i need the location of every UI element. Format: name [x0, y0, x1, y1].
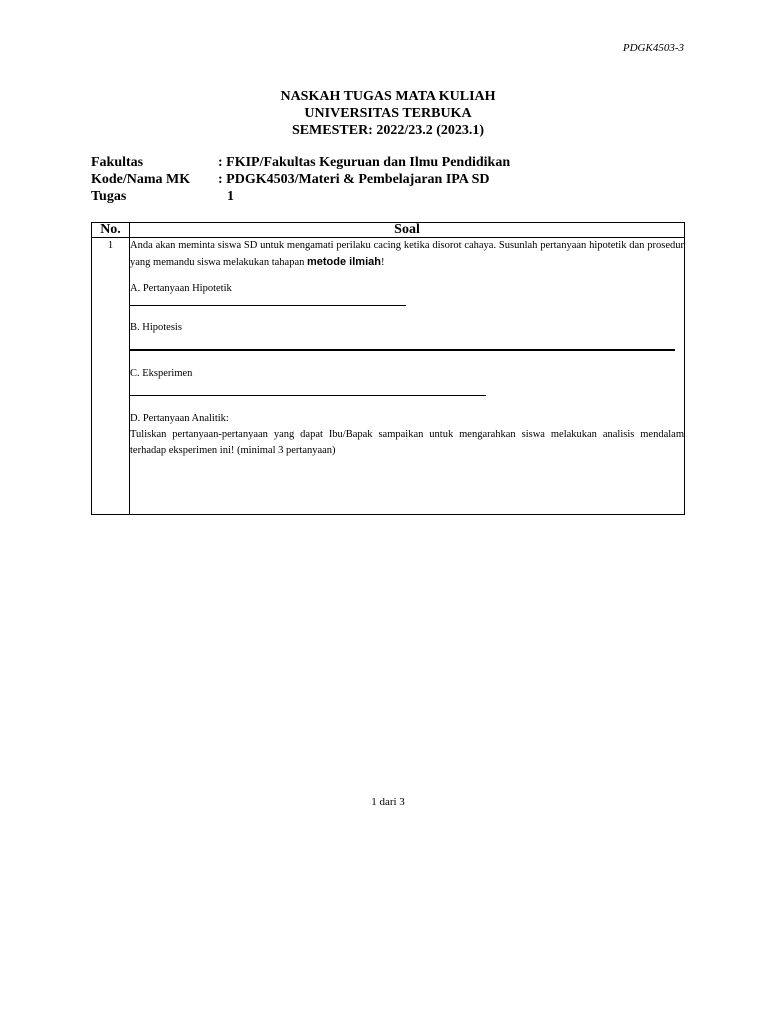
- kode-row: [91, 171, 510, 188]
- document-code: PDGK4503-3: [622, 42, 684, 54]
- section-b-label: B. Hipotesis: [130, 322, 182, 333]
- page-number: 1 dari 3: [371, 796, 405, 808]
- answer-line-a: [130, 305, 406, 306]
- intro-emphasis: metode ilmiah: [307, 256, 381, 268]
- fakultas-row: [91, 154, 510, 171]
- answer-line-b: [130, 349, 675, 351]
- answer-line-c: [130, 395, 486, 396]
- course-info: [91, 154, 510, 205]
- fakultas-value: : FKIP/Fakultas Keguruan dan Ilmu Pendidikan: [218, 155, 511, 170]
- kode-value: : PDGK4503/Materi & Pembelajaran IPA SD: [218, 172, 490, 187]
- tugas-label: Tugas: [91, 189, 127, 204]
- question-number: 1: [92, 238, 130, 515]
- document-title: [0, 88, 768, 139]
- table-row: [92, 238, 685, 515]
- kode-label: Kode/Nama MK: [91, 172, 191, 187]
- question-content: [130, 238, 685, 515]
- section-d-label: D. Pertanyaan Analitik:: [130, 413, 229, 424]
- fakultas-label: Fakultas: [91, 155, 144, 170]
- title-line-1: NASKAH TUGAS MATA KULIAH: [280, 89, 496, 104]
- tugas-value: 1: [227, 189, 234, 204]
- section-a-label: A. Pertanyaan Hipotetik: [130, 283, 232, 294]
- intro-text: Anda akan meminta siswa SD untuk mengamati perilaku cacing ketika disorot cahaya. Susunlah pertanyaan hipotetik dan prosedur yang memandu siswa melakukan tahapan: [130, 240, 684, 268]
- table-header-row: [92, 223, 685, 238]
- question-intro: [130, 238, 684, 271]
- header-soal: Soal: [130, 223, 685, 238]
- section-c-label: C. Eksperimen: [130, 368, 193, 379]
- title-line-2: UNIVERSITAS TERBUKA: [304, 106, 472, 121]
- section-d-text: Tuliskan pertanyaan-pertanyaan yang dapat Ibu/Bapak sampaikan untuk mengarahkan siswa melakukan analisis mendalam terhadap eksperimen ini! (minimal 3 pertanyaan): [130, 429, 684, 456]
- tugas-row: [91, 188, 510, 205]
- header-no: No.: [92, 223, 130, 238]
- title-line-3: SEMESTER: 2022/23.2 (2023.1): [291, 123, 485, 138]
- intro-end: !: [380, 257, 385, 268]
- question-table: [91, 222, 685, 515]
